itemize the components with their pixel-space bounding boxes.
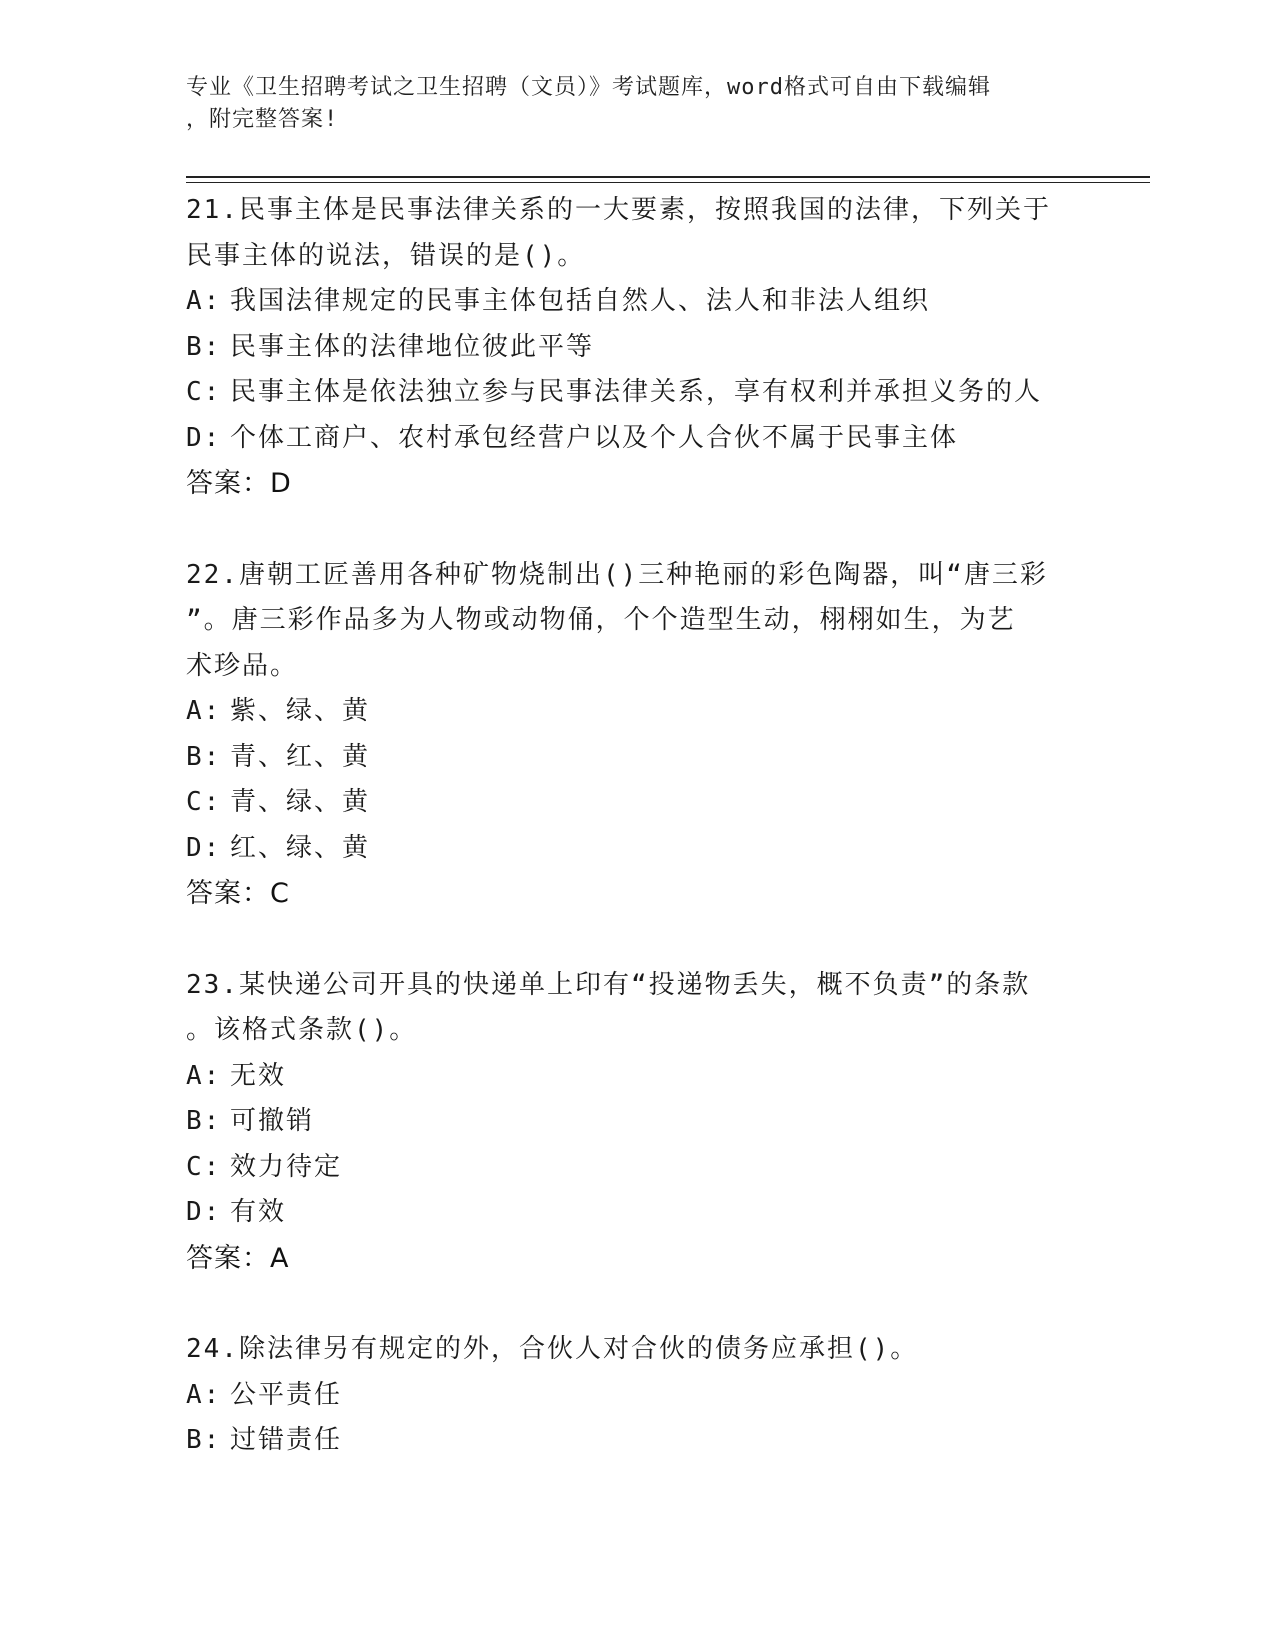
question-list <box>186 188 1086 1510</box>
answer-option <box>186 826 1086 872</box>
option-label: B: <box>186 331 222 362</box>
option-label: D: <box>186 422 222 453</box>
answer-key: 答案：D <box>186 468 292 499</box>
answer-option <box>186 279 1086 325</box>
answer-option <box>186 1373 1086 1419</box>
header-line-2: ，附完整答案! <box>186 107 339 132</box>
option-label: C: <box>186 377 222 407</box>
option-label: B: <box>186 1425 222 1455</box>
option-text: 无效 <box>230 1060 287 1091</box>
answer-option <box>186 1418 1086 1464</box>
option-text: 效力待定 <box>230 1151 343 1182</box>
option-text: 公平责任 <box>230 1379 343 1410</box>
option-text: 过错责任 <box>230 1425 343 1455</box>
question-stem-line: 24.除法律另有规定的外，合伙人对合伙的债务应承担()。 <box>186 1334 919 1364</box>
header-divider-thick <box>186 176 1150 178</box>
question-stem-line: 。该格式条款()。 <box>186 1015 418 1045</box>
answer-option <box>186 1054 1086 1100</box>
option-text: 民事主体的法律地位彼此平等 <box>230 331 595 362</box>
answer-option <box>186 1145 1086 1191</box>
option-label: C: <box>186 1151 222 1182</box>
option-label: A: <box>186 1379 222 1410</box>
question-block <box>186 963 1086 1282</box>
question-block <box>186 1327 1086 1464</box>
answer-option <box>186 1099 1086 1145</box>
question-block <box>186 188 1086 507</box>
document-header <box>186 72 1066 136</box>
option-text: 个体工商户、农村承包经营户以及个人合伙不属于民事主体 <box>230 422 959 453</box>
question-stem-line: 术珍品。 <box>186 650 299 681</box>
header-divider-thin <box>186 182 1150 183</box>
option-label: B: <box>186 741 222 772</box>
answer-key: 答案：C <box>186 878 290 909</box>
question-stem-line: 民事主体的说法，错误的是()。 <box>186 240 586 271</box>
question-stem-line: 23.某快递公司开具的快递单上印有“投递物丢失，概不负责”的条款 <box>186 969 1031 1000</box>
option-label: A: <box>186 696 222 726</box>
option-text: 民事主体是依法独立参与民事法律关系，享有权利并承担义务的人 <box>230 377 1043 407</box>
option-label: D: <box>186 832 222 863</box>
answer-key: 答案：A <box>186 1242 290 1274</box>
option-label: A: <box>186 1060 222 1091</box>
answer-option <box>186 325 1086 371</box>
option-text: 红、绿、黄 <box>230 832 371 863</box>
option-text: 我国法律规定的民事主体包括自然人、法人和非法人组织 <box>230 286 931 316</box>
answer-option <box>186 780 1086 826</box>
option-label: C: <box>186 787 222 817</box>
question-stem-line: 22.唐朝工匠善用各种矿物烧制出()三种艳丽的彩色陶器，叫“唐三彩 <box>186 559 1048 590</box>
answer-option <box>186 735 1086 781</box>
option-text: 紫、绿、黄 <box>230 696 371 726</box>
option-text: 青、红、黄 <box>230 741 371 772</box>
question-stem-line: ”。唐三彩作品多为人物或动物俑，个个造型生动，栩栩如生，为艺 <box>186 605 1016 635</box>
answer-option <box>186 416 1086 462</box>
header-line-1: 专业《卫生招聘考试之卫生招聘（文员）》考试题库，word格式可自由下载编辑 <box>186 75 991 100</box>
option-text: 有效 <box>230 1197 287 1227</box>
answer-option <box>186 370 1086 416</box>
option-label: D: <box>186 1197 222 1227</box>
option-text: 青、绿、黄 <box>230 787 371 817</box>
option-label: B: <box>186 1106 222 1136</box>
option-text: 可撤销 <box>230 1106 315 1136</box>
option-label: A: <box>186 286 222 316</box>
question-block <box>186 553 1086 917</box>
question-stem-line: 21.民事主体是民事法律关系的一大要素，按照我国的法律，下列关于 <box>186 195 1051 225</box>
answer-option <box>186 1190 1086 1236</box>
answer-option <box>186 689 1086 735</box>
